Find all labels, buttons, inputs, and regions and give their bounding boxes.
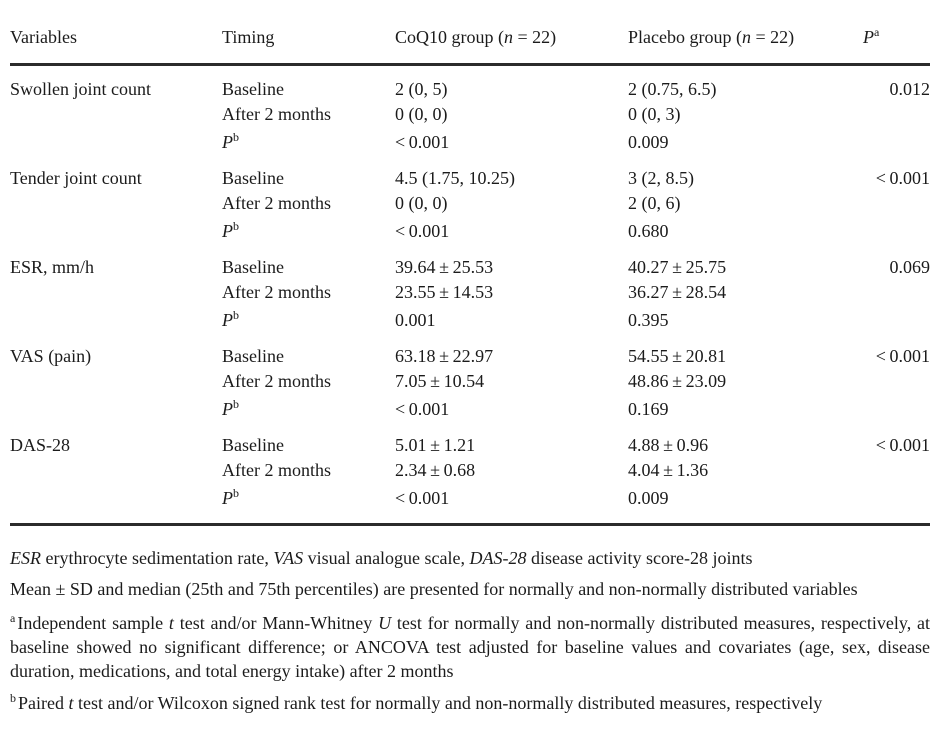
cell-coq10: < 0.001 xyxy=(395,483,628,525)
cell-p-value-empty xyxy=(850,483,930,525)
cell-variable-empty xyxy=(10,305,222,333)
cell-timing: After 2 months xyxy=(222,460,331,480)
cell-variable-empty xyxy=(10,216,222,244)
cell-placebo: 48.86 ± 23.09 xyxy=(628,371,727,391)
cell-p-value-empty xyxy=(850,369,930,394)
cell-variable: DAS-28 xyxy=(10,435,71,455)
header-coq10-pre: CoQ10 group ( xyxy=(395,27,504,47)
cell-coq10: 23.55 ± 14.53 xyxy=(395,282,494,302)
cell-placebo: 36.27 ± 28.54 xyxy=(628,282,727,302)
table-row xyxy=(10,191,930,216)
footnote-b-text: Paired xyxy=(18,693,69,713)
header-placebo-post: = 22) xyxy=(750,27,795,47)
cell-placebo: 40.27 ± 25.75 xyxy=(628,257,727,277)
p-superscript-b: b xyxy=(233,308,239,322)
table-row xyxy=(10,280,930,305)
header-coq10-group xyxy=(395,0,628,65)
cell-placebo: 0.680 xyxy=(628,221,669,241)
cell-placebo: 0.395 xyxy=(628,310,669,330)
p-symbol: P xyxy=(222,132,233,152)
footnote-a-text: Independent sample xyxy=(17,613,169,633)
p-superscript-b: b xyxy=(233,486,239,500)
abbrev-esr: ESR xyxy=(10,548,41,568)
header-p-value xyxy=(850,0,930,65)
p-superscript-b: b xyxy=(233,397,239,411)
footnote-a-marker: a xyxy=(10,611,16,625)
cell-variable: VAS (pain) xyxy=(10,346,92,366)
table-row xyxy=(10,216,930,244)
table-row xyxy=(10,369,930,394)
cell-timing: Baseline xyxy=(222,79,284,99)
table-row xyxy=(10,333,930,369)
cell-coq10: 39.64 ± 25.53 xyxy=(395,257,494,277)
footnote-b xyxy=(10,691,930,715)
table-row xyxy=(10,65,930,103)
cell-p-value-empty xyxy=(850,191,930,216)
cell-pb-label xyxy=(222,394,395,422)
cell-variable: Tender joint count xyxy=(10,168,142,188)
cell-placebo: 0.009 xyxy=(628,132,669,152)
p-superscript-a: a xyxy=(874,25,880,39)
cell-p-value-empty xyxy=(850,127,930,155)
cell-variable-empty xyxy=(10,191,222,216)
cell-placebo: 2 (0, 6) xyxy=(628,193,681,213)
cell-p-value-empty xyxy=(850,280,930,305)
cell-p-value-empty xyxy=(850,102,930,127)
p-symbol: P xyxy=(222,399,233,419)
cell-pb-label xyxy=(222,127,395,155)
cell-timing: Baseline xyxy=(222,435,284,455)
table-row xyxy=(10,483,930,525)
cell-variable-empty xyxy=(10,280,222,305)
header-variables: Variables xyxy=(10,0,222,65)
table-row xyxy=(10,458,930,483)
cell-p-value: < 0.001 xyxy=(875,346,930,366)
cell-variable-empty xyxy=(10,127,222,155)
p-symbol: P xyxy=(863,27,874,47)
cell-coq10: 2 (0, 5) xyxy=(395,79,448,99)
cell-p-value-empty xyxy=(850,394,930,422)
table-row xyxy=(10,102,930,127)
table-row xyxy=(10,422,930,458)
table-header xyxy=(10,0,930,65)
cell-timing: After 2 months xyxy=(222,371,331,391)
p-superscript-b: b xyxy=(233,219,239,233)
p-superscript-b: b xyxy=(233,130,239,144)
footnote-a-u-italic: U xyxy=(378,613,392,633)
cell-coq10: < 0.001 xyxy=(395,399,450,419)
cell-placebo: 4.04 ± 1.36 xyxy=(628,460,709,480)
cell-p-value: < 0.001 xyxy=(875,168,930,188)
footnote-a xyxy=(10,611,930,683)
cell-variable: Swollen joint count xyxy=(10,79,151,99)
header-placebo-pre: Placebo group ( xyxy=(628,27,742,47)
footnote-a-text: test and/or Mann-Whitney xyxy=(173,613,379,633)
cell-p-value: < 0.001 xyxy=(875,435,930,455)
footnote-mean-sd: Mean ± SD and median (25th and 75th percentiles) are presented for normally and non-normally distributed variables xyxy=(10,579,858,599)
cell-placebo: 4.88 ± 0.96 xyxy=(628,435,709,455)
cell-variable: ESR, mm/h xyxy=(10,257,95,277)
cell-pb-label xyxy=(222,483,395,525)
cell-placebo: 0.009 xyxy=(628,483,850,525)
cell-coq10: 0 (0, 0) xyxy=(395,193,448,213)
cell-timing: Baseline xyxy=(222,257,284,277)
abbrev-vas-definition: visual analogue scale, xyxy=(303,548,470,568)
abbrev-das28-definition: disease activity score-28 joints xyxy=(526,548,753,568)
cell-placebo: 0.169 xyxy=(628,399,669,419)
cell-p-value-empty xyxy=(850,216,930,244)
cell-p-value: 0.012 xyxy=(889,79,930,99)
cell-timing: After 2 months xyxy=(222,104,331,124)
footnote-a-text: test for normally and non-normally distributed measures, respectively, at baseline showed no significant difference; or ANCOVA test adjusted for baseline values and covariates (age, sex, disease duration, medications, and total energy intake) after 2 months xyxy=(10,613,931,681)
cell-placebo: 3 (2, 8.5) xyxy=(628,168,694,188)
header-coq10-n: n xyxy=(504,27,513,47)
results-table xyxy=(10,0,930,526)
p-symbol: P xyxy=(222,221,233,241)
table-body xyxy=(10,65,930,525)
table-row xyxy=(10,127,930,155)
table-row xyxy=(10,394,930,422)
footnote-b-marker: b xyxy=(10,691,16,705)
cell-pb-label xyxy=(222,305,395,333)
header-placebo-n: n xyxy=(741,27,751,47)
cell-variable-empty xyxy=(10,394,222,422)
cell-variable-empty xyxy=(10,458,222,483)
cell-coq10: 2.34 ± 0.68 xyxy=(395,460,476,480)
table-footnotes xyxy=(10,546,930,715)
cell-coq10: 0.001 xyxy=(395,310,436,330)
cell-coq10: 4.5 (1.75, 10.25) xyxy=(395,168,515,188)
p-symbol: P xyxy=(222,310,233,330)
cell-coq10: < 0.001 xyxy=(395,132,450,152)
cell-variable-empty xyxy=(10,369,222,394)
cell-timing: After 2 months xyxy=(222,193,331,213)
cell-timing: After 2 months xyxy=(222,282,331,302)
abbrev-das28: DAS-28 xyxy=(469,548,527,568)
header-timing: Timing xyxy=(222,0,395,65)
cell-coq10: 63.18 ± 22.97 xyxy=(395,346,494,366)
table-row xyxy=(10,155,930,191)
footnote-a-t-italic: t xyxy=(168,613,174,633)
cell-variable-empty xyxy=(10,483,222,525)
cell-timing: Baseline xyxy=(222,168,284,188)
cell-coq10: 5.01 ± 1.21 xyxy=(395,435,476,455)
header-placebo-group xyxy=(628,0,850,65)
abbrev-vas: VAS xyxy=(273,548,304,568)
table-row xyxy=(10,244,930,280)
cell-p-value-empty xyxy=(850,458,930,483)
cell-placebo: 54.55 ± 20.81 xyxy=(628,346,727,366)
footnote-abbreviations xyxy=(10,546,930,570)
cell-p-value: 0.069 xyxy=(889,257,930,277)
header-row xyxy=(10,0,930,65)
cell-p-value-empty xyxy=(850,305,930,333)
cell-pb-label xyxy=(222,216,395,244)
p-symbol: P xyxy=(222,488,233,508)
cell-placebo: 2 (0.75, 6.5) xyxy=(628,79,717,99)
cell-placebo: 0 (0, 3) xyxy=(628,104,681,124)
abbrev-esr-definition: erythrocyte sedimentation rate, xyxy=(41,548,274,568)
cell-timing: Baseline xyxy=(222,346,284,366)
cell-coq10: 0 (0, 0) xyxy=(395,104,448,124)
table-row xyxy=(10,305,930,333)
paper-table-figure xyxy=(10,0,930,715)
header-coq10-post: = 22) xyxy=(513,27,557,47)
cell-coq10: < 0.001 xyxy=(395,221,450,241)
footnote-b-t-italic: t xyxy=(68,693,74,713)
cell-coq10: 7.05 ± 10.54 xyxy=(395,371,485,391)
cell-variable-empty xyxy=(10,102,222,127)
footnote-b-text: test and/or Wilcoxon signed rank test for normally and non-normally distributed measures, respectively xyxy=(73,693,823,713)
